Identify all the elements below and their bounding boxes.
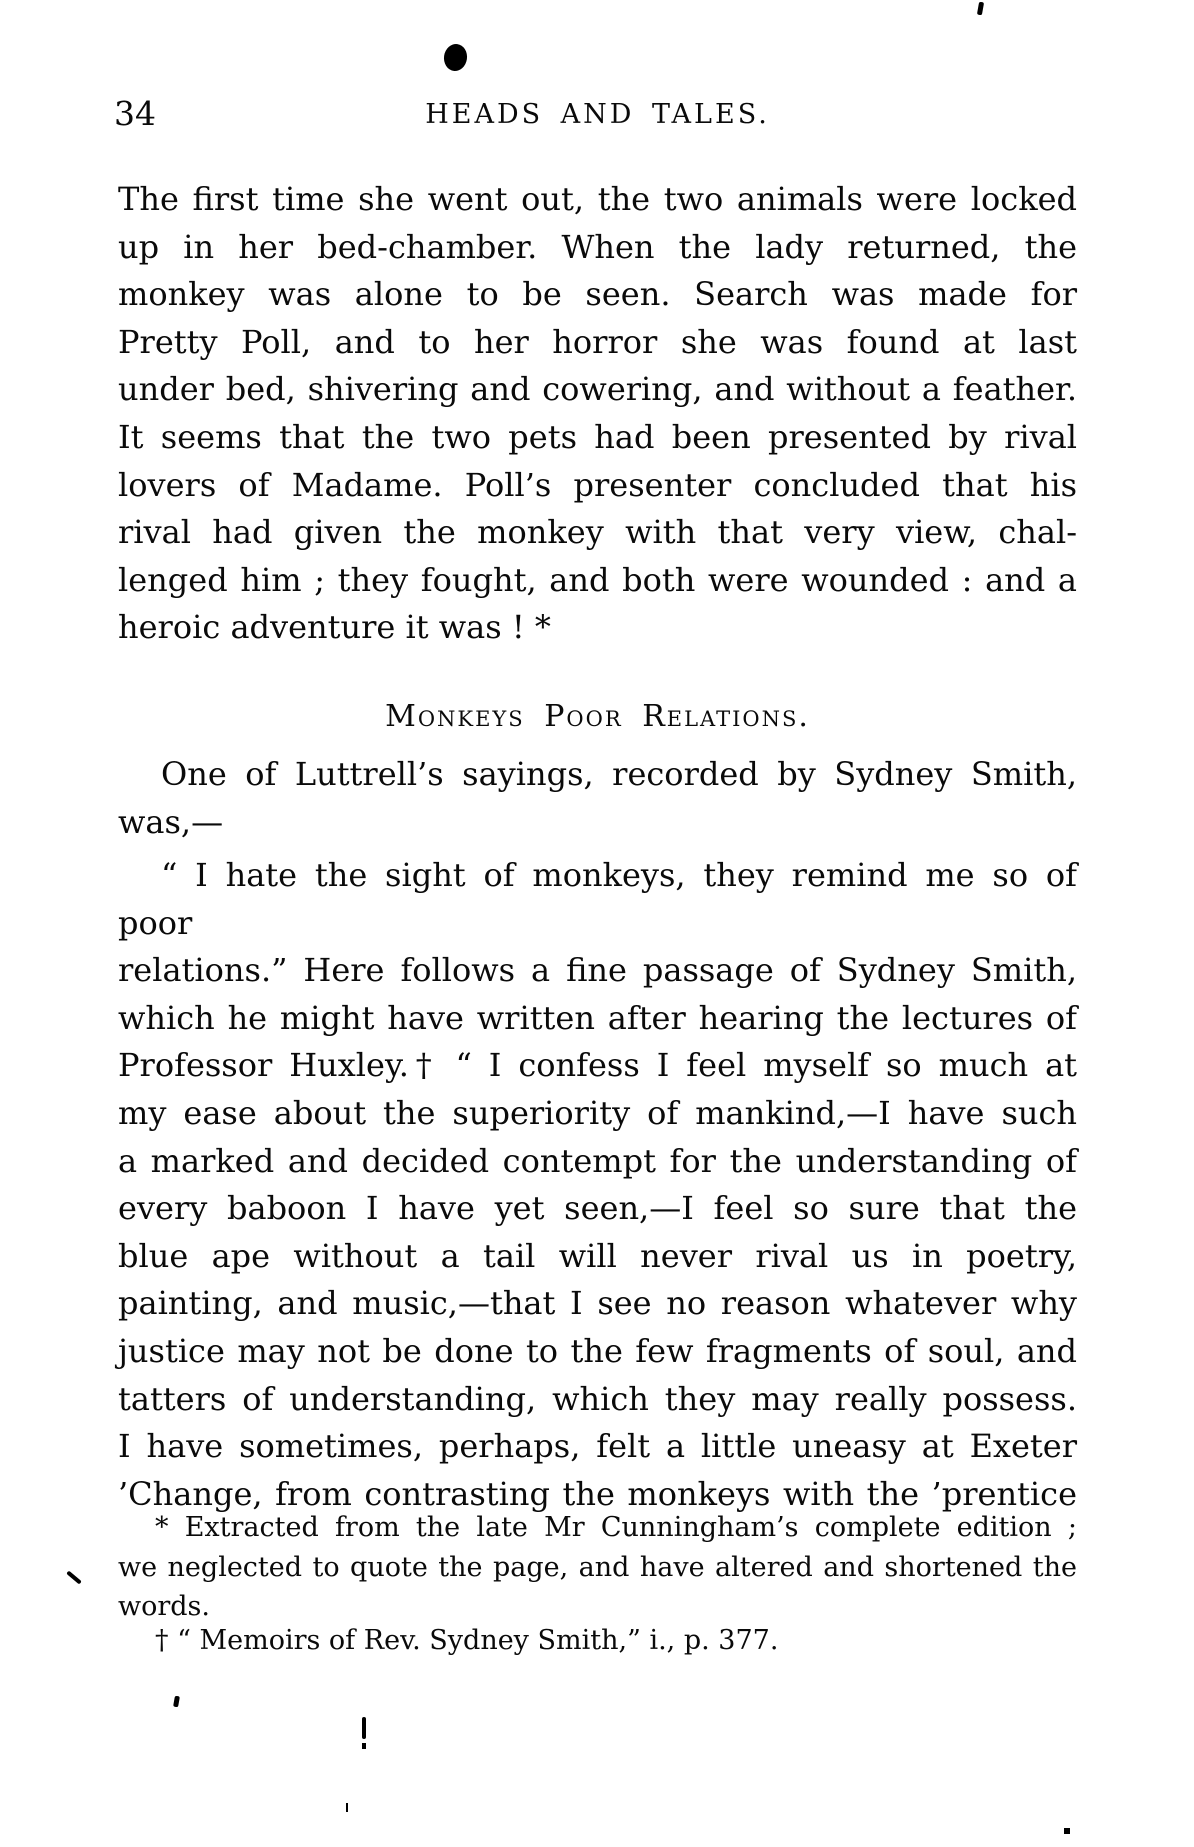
text-line: † “ Memoirs of Rev. Sydney Smith,” i., p. 377.	[155, 1625, 779, 1656]
text-line: which he might have written after hearing the lectures of	[118, 998, 1077, 1037]
text-line: painting, and music,—that I see no reason whatever why	[118, 1284, 1077, 1323]
text-line: The first time she went out, the two animals were locked	[118, 180, 1077, 218]
section-heading: Monkeys Poor Relations.	[385, 699, 810, 734]
text-line: justice may not be done to the few fragments of soul, and	[118, 1331, 1077, 1370]
text-line: heroic adventure it was ! *	[118, 608, 551, 647]
footnote-dagger	[118, 1621, 1077, 1661]
text-line: we neglected to quote the page, and have altered and shortened the	[118, 1551, 1077, 1583]
text-line: lovers of Madame. Poll’s presenter concluded that his	[118, 465, 1077, 504]
text-line: Professor Huxley.† “ I confess I feel myself so much at	[118, 1046, 1077, 1085]
stray-dot-bottom-right-mark	[1064, 1828, 1070, 1834]
text-line: every baboon I have yet seen,—I feel so sure that the	[118, 1189, 1077, 1228]
text-line: I have sometimes, perhaps, felt a little uneasy at Exeter	[118, 1427, 1077, 1466]
ink-speck-top-right-mark	[977, 2, 984, 16]
text-line: a marked and decided contempt for the understanding of	[118, 1141, 1077, 1180]
text-line: was,—	[118, 802, 224, 841]
paragraph-sydney-smith-quote	[118, 852, 1077, 1518]
text-line: relations.” Here follows a fine passage of Sydney Smith,	[118, 951, 1077, 990]
stray-exclamation-dot	[362, 1743, 366, 1749]
text-line: It seems that the two pets had been presented by rival	[118, 417, 1077, 456]
text-line: rival had given the monkey with that very view, chal-	[118, 513, 1077, 552]
paragraph-luttrell-intro	[118, 751, 1077, 846]
text-line: up in her bed-chamber. When the lady returned, the	[118, 227, 1077, 266]
text-line: ’Change, from contrasting the monkeys with the ’prentice	[118, 1474, 1077, 1513]
text-line: monkey was alone to be seen. Search was made for	[118, 275, 1077, 314]
running-head: HEADS AND TALES.	[425, 99, 770, 130]
text-line: One of Luttrell’s sayings, recorded by Sydney Smith,	[161, 755, 1077, 793]
text-line: lenged him ; they fought, and both were wounded : and a	[118, 560, 1077, 599]
text-line: tatters of understanding, which they may really possess.	[118, 1379, 1077, 1418]
text-line: words.	[118, 1591, 210, 1622]
footnote-asterisk	[118, 1508, 1077, 1627]
ink-blob-mark	[442, 43, 469, 73]
paragraph-parrot-anecdote	[118, 176, 1077, 652]
page-number: 34	[114, 94, 156, 133]
text-line: “ I hate the sight of monkeys, they remind me so of poor	[118, 856, 1077, 942]
text-line: Pretty Poll, and to her horror she was found at last	[118, 322, 1077, 361]
text-line: blue ape without a tail will never rival us in poetry,	[118, 1236, 1077, 1275]
stray-apostrophe-mark	[173, 1696, 180, 1708]
text-line: * Extracted from the late Mr Cunningham’s complete edition ;	[155, 1512, 1077, 1543]
text-line: my ease about the superiority of mankind,—I have such	[118, 1093, 1077, 1132]
stray-comma-mark	[66, 1571, 82, 1585]
stray-speck-mark	[346, 1803, 348, 1812]
text-line: under bed, shivering and cowering, and without a feather.	[118, 370, 1077, 409]
stray-exclamation-mark	[362, 1717, 366, 1739]
